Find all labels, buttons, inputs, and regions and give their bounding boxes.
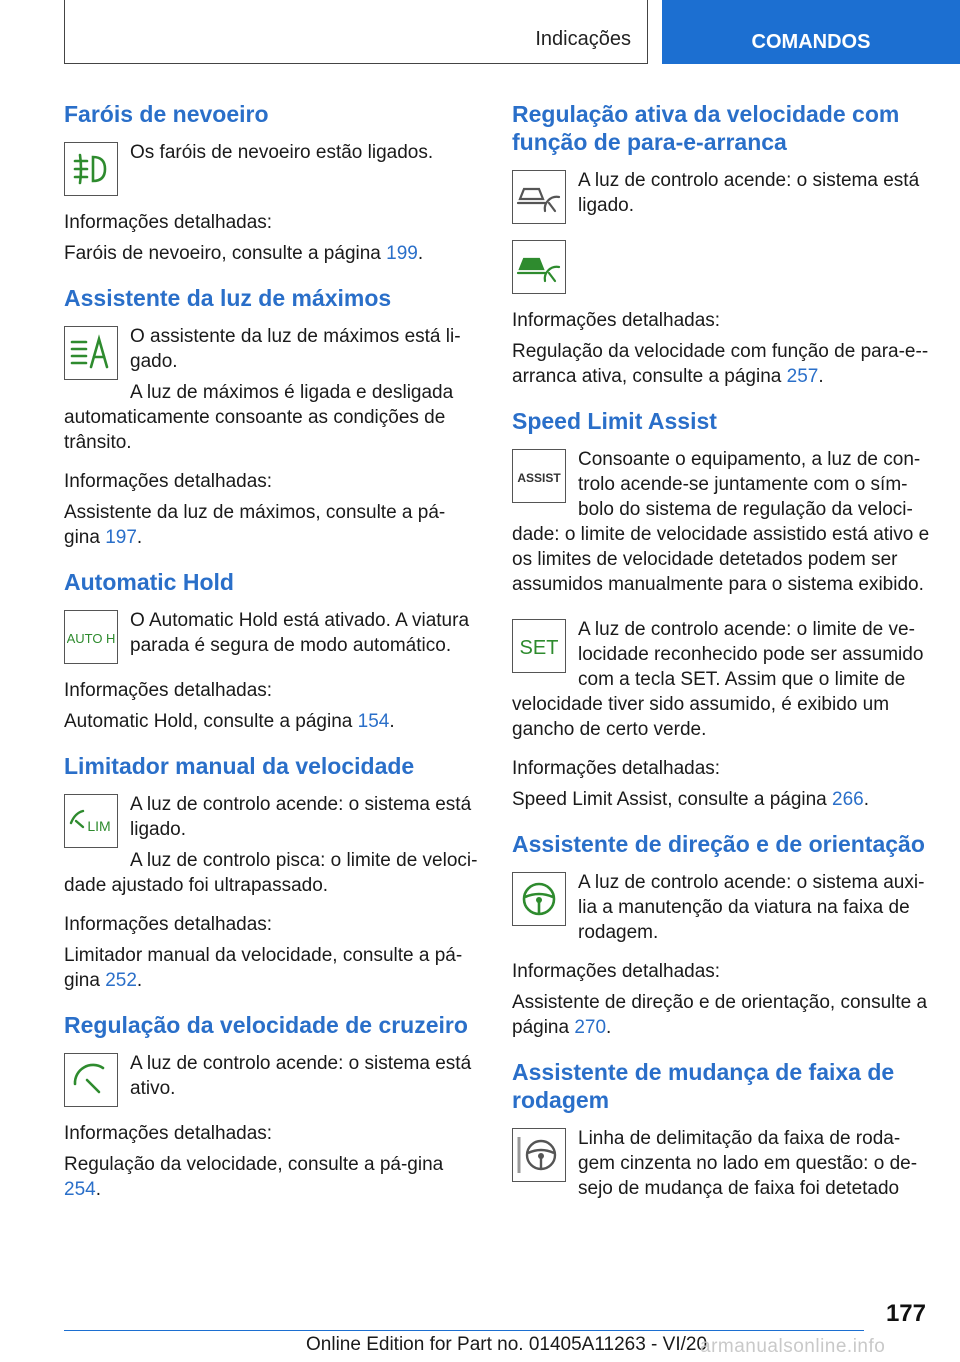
section-speed-limiter	[64, 752, 480, 993]
reference: Speed Limit Assist, consulte a página 266.	[512, 789, 870, 810]
description: A luz de máximos é ligada e desligada automaticamente consoante as condições de trânsito.	[64, 382, 454, 453]
info-label: Informações detalhadas:	[64, 914, 273, 935]
header-box	[64, 0, 648, 64]
lane-change-icon	[512, 1128, 566, 1182]
description: A luz de controlo acende: o sistema está ligado.	[578, 170, 920, 216]
svg-text:AUTO H: AUTO H	[67, 631, 115, 646]
section-fog-lights	[64, 100, 480, 266]
reference: Limitador manual da velocidade, consulte a pá-gina 252.	[64, 945, 463, 991]
reference: Regulação da velocidade, consulte a pá-gina 254.	[64, 1154, 444, 1200]
reference: Assistente de direção e de orientação, consulte a página 270.	[512, 992, 928, 1038]
reference: Automatic Hold, consulte a página 154.	[64, 711, 395, 732]
svg-text:LIM: LIM	[87, 818, 111, 834]
header-tab: COMANDOS	[662, 0, 960, 64]
section-high-beam-assist	[64, 284, 480, 550]
section-title: Regulação da velocidade de cruzeiro	[64, 1012, 468, 1038]
fog-light-icon	[64, 142, 118, 196]
acc-car-icon	[512, 170, 566, 224]
steering-wheel-icon	[512, 872, 566, 926]
section-title: Speed Limit Assist	[512, 408, 717, 434]
page-link[interactable]: 257	[786, 366, 819, 387]
footer-edition: Online Edition for Part no. 01405A11263 - VI/20	[306, 1334, 708, 1355]
description: Os faróis de nevoeiro estão ligados.	[130, 142, 434, 163]
info-label: Informações detalhadas:	[64, 212, 273, 233]
section-steering-assistant	[512, 830, 932, 1040]
info-label: Informações detalhadas:	[64, 680, 273, 701]
section-speed-limit-assist	[512, 407, 932, 812]
info-label: Informações detalhadas:	[64, 471, 273, 492]
high-beam-assist-icon	[64, 326, 118, 380]
description: Consoante o equipamento, a luz de con-trolo acende-se juntamente com o sím-bolo do sistema de regulação da veloci-dade: o limite de velocidade assistido está ativo e os limites de velocidade detetados podem ser assumidos manualmente para o sistema exibido.	[512, 449, 930, 595]
section-active-cruise-control	[512, 100, 932, 389]
section-cruise-control	[64, 1011, 480, 1202]
description: A luz de controlo pisca: o limite de veloci-dade ajustado foi ultrapassado.	[64, 850, 478, 896]
section-title: Assistente da luz de máximos	[64, 285, 392, 311]
reference: Faróis de nevoeiro, consulte a página 199.	[64, 243, 424, 264]
right-column	[512, 100, 932, 1225]
footer-rule	[64, 1330, 864, 1331]
cruise-control-icon	[64, 1053, 118, 1107]
section-title: Assistente de mudança de faixa de rodagem	[512, 1059, 895, 1113]
svg-text:SET: SET	[519, 637, 559, 659]
page-link[interactable]: 254	[64, 1179, 96, 1200]
description: O Automatic Hold está ativado. A viatura parada é segura de modo automático.	[130, 610, 470, 656]
section-title: Assistente de direção e de orientação	[512, 831, 925, 857]
page-link[interactable]: 266	[832, 789, 864, 810]
description: A luz de controlo acende: o sistema está ligado.	[130, 794, 472, 840]
description: O assistente da luz de máximos está li-gado.	[130, 326, 461, 372]
page-link[interactable]: 197	[105, 527, 137, 548]
info-label: Informações detalhadas:	[512, 758, 721, 779]
page-link[interactable]: 270	[574, 1017, 607, 1038]
svg-text:ASSIST: ASSIST	[517, 471, 561, 485]
speed-limiter-icon	[64, 794, 118, 848]
description: A luz de controlo acende: o sistema auxi-lia a manutenção da viatura na faixa de rodagem.	[578, 872, 925, 943]
reference: Regulação da velocidade com função de para-e--arranca ativa, consulte a página 257.	[512, 341, 929, 387]
section-title: Faróis de nevoeiro	[64, 101, 269, 127]
section-title: Automatic Hold	[64, 569, 234, 595]
reference: Assistente da luz de máximos, consulte a pá-gina 197.	[64, 502, 446, 548]
info-label: Informações detalhadas:	[64, 1123, 273, 1144]
description: A luz de controlo acende: o sistema está ativo.	[130, 1053, 472, 1099]
description: Linha de delimitação da faixa de roda-gem cinzenta no lado em questão: o de-sejo de mudança de faixa foi detetado	[578, 1128, 918, 1199]
section-title: Limitador manual da velocidade	[64, 753, 415, 779]
section-automatic-hold	[64, 568, 480, 734]
section-title: Regulação ativa da velocidade com função de para-e-arranca	[512, 101, 900, 155]
page-link[interactable]: 199	[386, 243, 418, 264]
left-column	[64, 100, 480, 1220]
watermark: armanualsonline.info	[700, 1336, 886, 1357]
auto-hold-icon	[64, 610, 118, 664]
set-icon	[512, 619, 566, 673]
page-link[interactable]: 252	[105, 970, 137, 991]
info-label: Informações detalhadas:	[512, 961, 721, 982]
description: A luz de controlo acende: o limite de ve-locidade reconhecido pode ser assumido com a tecla SET. Assim que o limite de velocidade tiver sido assumido, é exibido um gancho de certo verde.	[512, 619, 924, 740]
page-number: 177	[885, 1300, 926, 1327]
info-label: Informações detalhadas:	[512, 310, 721, 331]
page-link[interactable]: 154	[357, 711, 390, 732]
section-lane-change-assistant	[512, 1058, 932, 1207]
acc-car-active-icon	[512, 240, 566, 294]
assist-icon	[512, 449, 566, 503]
header-section: Indicações	[535, 28, 631, 50]
